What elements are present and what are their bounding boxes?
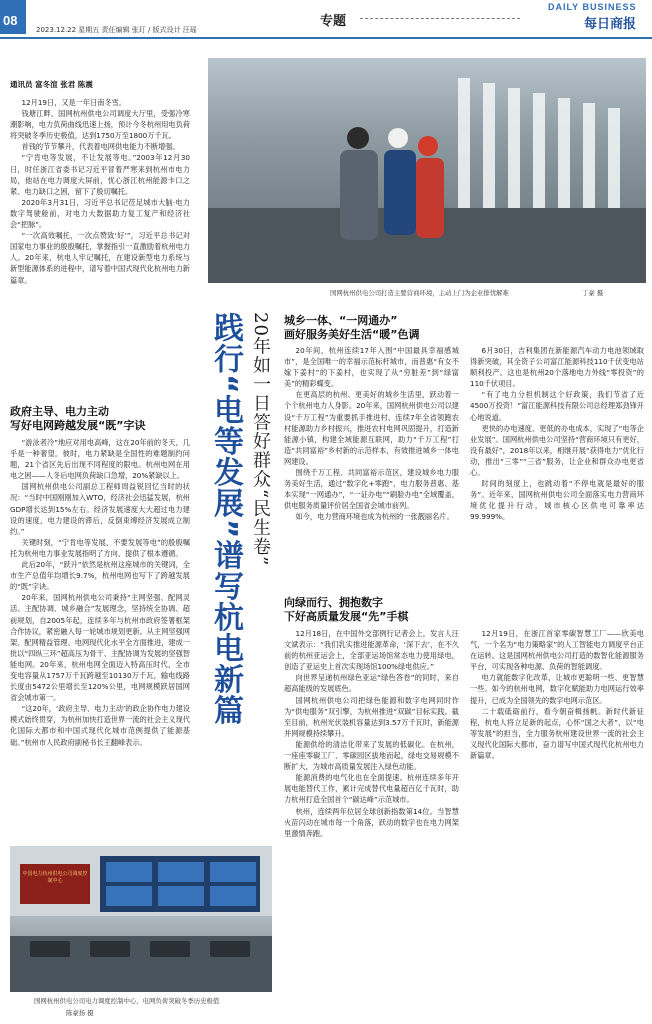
section-3-paragraph: 杭州，连续两年位居全球创新指数第14位。当智慧火苗闪动在城市每一个角落，跃动的数字也在电力网架里激情奔跑。 bbox=[284, 806, 459, 838]
intro-paragraph: 首钱的节节攀升，代表着电网供电能力不断增强。 bbox=[21, 142, 180, 152]
section-1-paragraph: 此后20年，“跃升”依然是杭州这座城市的关键词，全市生产总值年均增长9.7%，杭州电网也写下了跨越发展的“既”字诀。 bbox=[10, 560, 190, 592]
page-number: 08 bbox=[3, 13, 18, 28]
photo-bottom-credit: 陈豪扬 摄 bbox=[66, 1009, 94, 1017]
section-3-paragraph: 国网杭州供电公司把绿色能源和数字电网同时作为“供电服务”双引擎，为杭州推进“双碳”目标实践。截至目前，杭州光伏装机容量达到3.57万千瓦时，新能源并网规模持续攀升。 bbox=[284, 695, 459, 738]
brand-english: DAILY BUSINESS bbox=[548, 2, 637, 12]
control-room-icon bbox=[10, 846, 272, 992]
intro-text bbox=[10, 97, 190, 286]
section-title-3: 向绿而行、拥抱数字 下好高质量发展“先”手棋 bbox=[284, 596, 409, 623]
intro-paragraph: 12月19日，又是一年日南冬雪。 bbox=[21, 98, 127, 107]
section-1-paragraph: “这20年，‘政府主导、电力主动’的政企协作电力建设模式始终贯穿，为杭州加快打造世界一流的社会主义现代化国际大都市和中国式现代化城市范例提供了能源基础。”杭州市人民政府副秘书长王翻峰表示。 bbox=[10, 704, 190, 747]
section-title-2: 城乡一体、“一网通办” 画好服务美好生活“暖”色调 bbox=[284, 314, 420, 341]
header-divider-dashed bbox=[360, 18, 520, 19]
section-3-paragraph: 向世界呈递杭州绿色亚运“绿色答卷”的同时，来自超高能级的发展底色。 bbox=[284, 673, 459, 694]
section-3-paragraph: 12月18日，在中国外交部例行记者会上，发言人汪文斌表示：“我们乳实推进能源革命，‘深下去’，在不久前的杭州亚运会上，全部亚运场馆常态电力使用绿电，创造了亚运史上首次实现场馆100%绿电供应。” bbox=[284, 629, 459, 672]
section-label: 专题 bbox=[320, 14, 347, 29]
photo-bottom-caption: 国网杭州供电公司电力调度控制中心，电网负荷突破冬季历史极值 bbox=[34, 997, 220, 1005]
intro-paragraph: “一次高效嘱托，一次点赞致‘好’”，习近平总书记对国家电力事业的殷殷嘱托，掌握指引一直激励着杭州电力人。20年来，杭电人牢记嘱托，在建设新型电力系统与新型能源体系的进程中，谱写着中国式现代化杭州电力新篇章。 bbox=[10, 231, 190, 285]
photo-top-caption: 国网杭州供电公司打造主要营商环境，主动上门为企业排忧解难 bbox=[330, 289, 509, 297]
section-3-paragraph: 能源消费的电气化也在全面提速。杭州连续多年开展电能替代工作，累计完成替代电量超百亿千瓦时，助力杭州打造全国首个“碳达峰”示范城市。 bbox=[284, 773, 459, 805]
section-2-paragraph: “有了电力分担机制这个好政策，我们节省了近4500万投资！”富江能源科技有限公司总经理郑劲锋开心地说道。 bbox=[470, 390, 644, 422]
section-2-paragraph: 时间的刻度上，也跳动着“不停电就是最好的服务”。近年来，国网杭州供电公司全面落实电力营商环境优化提升行动，城市核心区供电可靠率达99.999%。 bbox=[470, 479, 644, 522]
factory-scene-icon bbox=[208, 58, 646, 283]
photo-top-credit: 丁豪 摄 bbox=[582, 289, 604, 297]
screen-label: 中国电力杭州供电公司调度控制中心 bbox=[22, 871, 88, 884]
section-3-paragraph: 能源供给的清洁化带来了发展的低碳化。在杭州，一座座零碳工厂、零碳园区拔地而起，绿电交易规模不断扩大，为城市高质量发展注入绿色动能。 bbox=[284, 739, 459, 772]
section-title-1: 政府主导、电力主动 写好电网跨越发展“既”字诀 bbox=[10, 405, 146, 432]
brand-chinese: 每日商报 bbox=[584, 17, 637, 32]
headline-sub: 20年如一日答好群众“民生卷” bbox=[250, 312, 271, 567]
intro-paragraph: 2020年3月31日，习近平总书记莅足城市大脑·电力数字驾驶舱前，对电力大数据助力复工复产和经济社会“把脉”。 bbox=[10, 197, 190, 230]
section-1-paragraph: 关键时刻，“宁肯电等发展，不要发展等电”的殷殷嘱托为杭州电力事业发展指明了方向、提供了根本遵循。 bbox=[10, 537, 190, 558]
photo-site-visit bbox=[208, 58, 646, 283]
section-3-paragraph: 12月19日，在浙江首家零碳智慧工厂——欣美电气，一个名为“电力策略家”的人工智能电力调度平台正在运转。这是国网杭州供电公司打造的数智化能源服务平台，可实现各种电源、负荷的智能调度。 bbox=[470, 629, 644, 672]
section-2-paragraph: 更快的办电速度、更低的办电成本，实现了“电等企业发展”。国网杭州供电公司坚持“营商环境只有更好，没有最好”，2018年以来，相继开展“获得电力”优化行动，推出“三零”“三省”服务，让企业和群众办电更省心。 bbox=[470, 423, 644, 478]
section-1-paragraph: 国网杭州供电公司副总工程师周益锐回忆当时的状况：“当时中国刚刚加入WTO，经济社会迅猛发展，杭州GDP增长达到15%左右。经济发展速度大大超过电力建设的速度，电力建设的滞后，反倒束缚经济发展成立制约。” bbox=[10, 482, 190, 536]
section-1-text bbox=[10, 437, 190, 748]
section-1-paragraph: “游泳者冷”地应对用电高峰，这在20年前的冬天，几乎是一种奢望。彼时，电力紧缺是全国性的难题制约问题，21个省区先后出现不同程度的限电。杭州电网在用电之困——人冬后电网负荷缺口急增，20%紧缺以上。 bbox=[10, 438, 190, 481]
section-2-paragraph: 20年间，杭州连续17年入围“中国最具幸福感城市”，是全国唯一的幸福示范标杆城市，而普惠“有女不嫁下姜村”的下姜村，也实现了从“穷脏差”到“绿富美”的精彩蝶变。 bbox=[284, 346, 459, 389]
section-1-paragraph: 20年来，国网杭州供电公司秉持“主网坚强、配网灵活、主配协调、城乡融合”发展理念，坚持统全协调、超前规划，自2005年起，连续多年与杭州市政府签署框架合作协议，紧密融入每一轮城市规划更新。从主网坚强网架、配网精益管理、电网现代化水平全方面推进，建成一批以“四纵三环”超高压为骨干、主配协调为发展的坚强智能电网。20年来，杭州电网全面迈入特高压时代，全市变电容量从1757万千瓦跨越至10130万千瓦，输电线路长度由5472公里增长至120%公里，电网规模跃居国网省会城市第一。 bbox=[10, 593, 190, 703]
photo-control-center bbox=[10, 846, 272, 992]
headline-main: 践行“电等发展”谱写杭电新篇 bbox=[208, 312, 243, 726]
section-2-paragraph: 如今，电力营商环境也成为杭州的一张靓丽名片。 bbox=[295, 512, 454, 522]
header-rule bbox=[0, 37, 652, 39]
section-2-paragraph: 围绕千万工程、共同富裕示范区，建设城乡电力服务美好生活，通过“数字化+零跑”，电力服务普惠、基本实现“一网通办”，“一证办电”“刷脸办电”全域覆盖，供电服务质量评价居全国省会城市前列。 bbox=[284, 468, 459, 511]
section-2-paragraph: 在更高层的杭州、更美好的城乡生活里，跃动着一个个杭州电力人身影。20年来，国网杭州供电公司以建设“千万工程”为重要抓手推进村、连续7年全省领跑农村能源助力乡村振兴，推进农村电网巩固提升，打造新能源小镇，构建全域能源互联网，助力“千万工程”打造“共同富裕”乡村新的示范样本，有效推进城乡一体电网建设。 bbox=[284, 390, 459, 466]
section-3-text-col-b bbox=[470, 628, 644, 1020]
intro-paragraph: “宁肯电等发展，不让发展等电。”2003年12月30日，时任浙江省委书记习近平冒着严寒来到杭州市电力局，他站在电力调度大屏前，忧心浙江杭州能源卡口之紧、电力缺口之困，留下了殷切嘱托。 bbox=[10, 153, 190, 196]
intro-paragraph: 钱塘江畔，国网杭州供电公司调度大厅里，受强冷寒潮影响，电力负荷曲线迅速上扬，预计今冬杭州用电负荷将突破冬季历史极值，达到1750万至1800万千瓦。 bbox=[10, 109, 190, 141]
section-2-text-col-b bbox=[470, 345, 644, 579]
section-2-text-col-a bbox=[284, 345, 459, 579]
section-3-text-col-a bbox=[284, 628, 459, 1020]
section-3-paragraph: 电力就能数字化改革，让城市更聪明一些、更智慧一些。如今的杭州电网，数字化赋能助力电网运行效率提升，已成为全国领先的数字电网示范区。 bbox=[470, 673, 644, 705]
header-meta: 2023.12.22 星期五 责任编辑 张玎 / 版式设计 汪瑶 bbox=[36, 26, 197, 34]
section-2-paragraph: 6月30日，吉利集团在新能源汽车动力电池领域取得新突破，其全资子公司富江能源科技110千伏变电站顺利投产。这也是杭州20个落地电力外线“零投资”的110千伏项目。 bbox=[470, 346, 644, 389]
section-3-paragraph: 二十载砥砺前行，看今朝奋楫扬帆。新时代新征程，杭电人将立足新的起点，心怀“国之大者”，以“电等发展”的担当，全力服务杭州建设世界一流的社会主义现代化国际大都市，奋力谱写中国式现代化杭州电力新篇章。 bbox=[470, 706, 644, 761]
byline: 通讯员 富冬渲 张君 陈震 bbox=[10, 80, 93, 89]
